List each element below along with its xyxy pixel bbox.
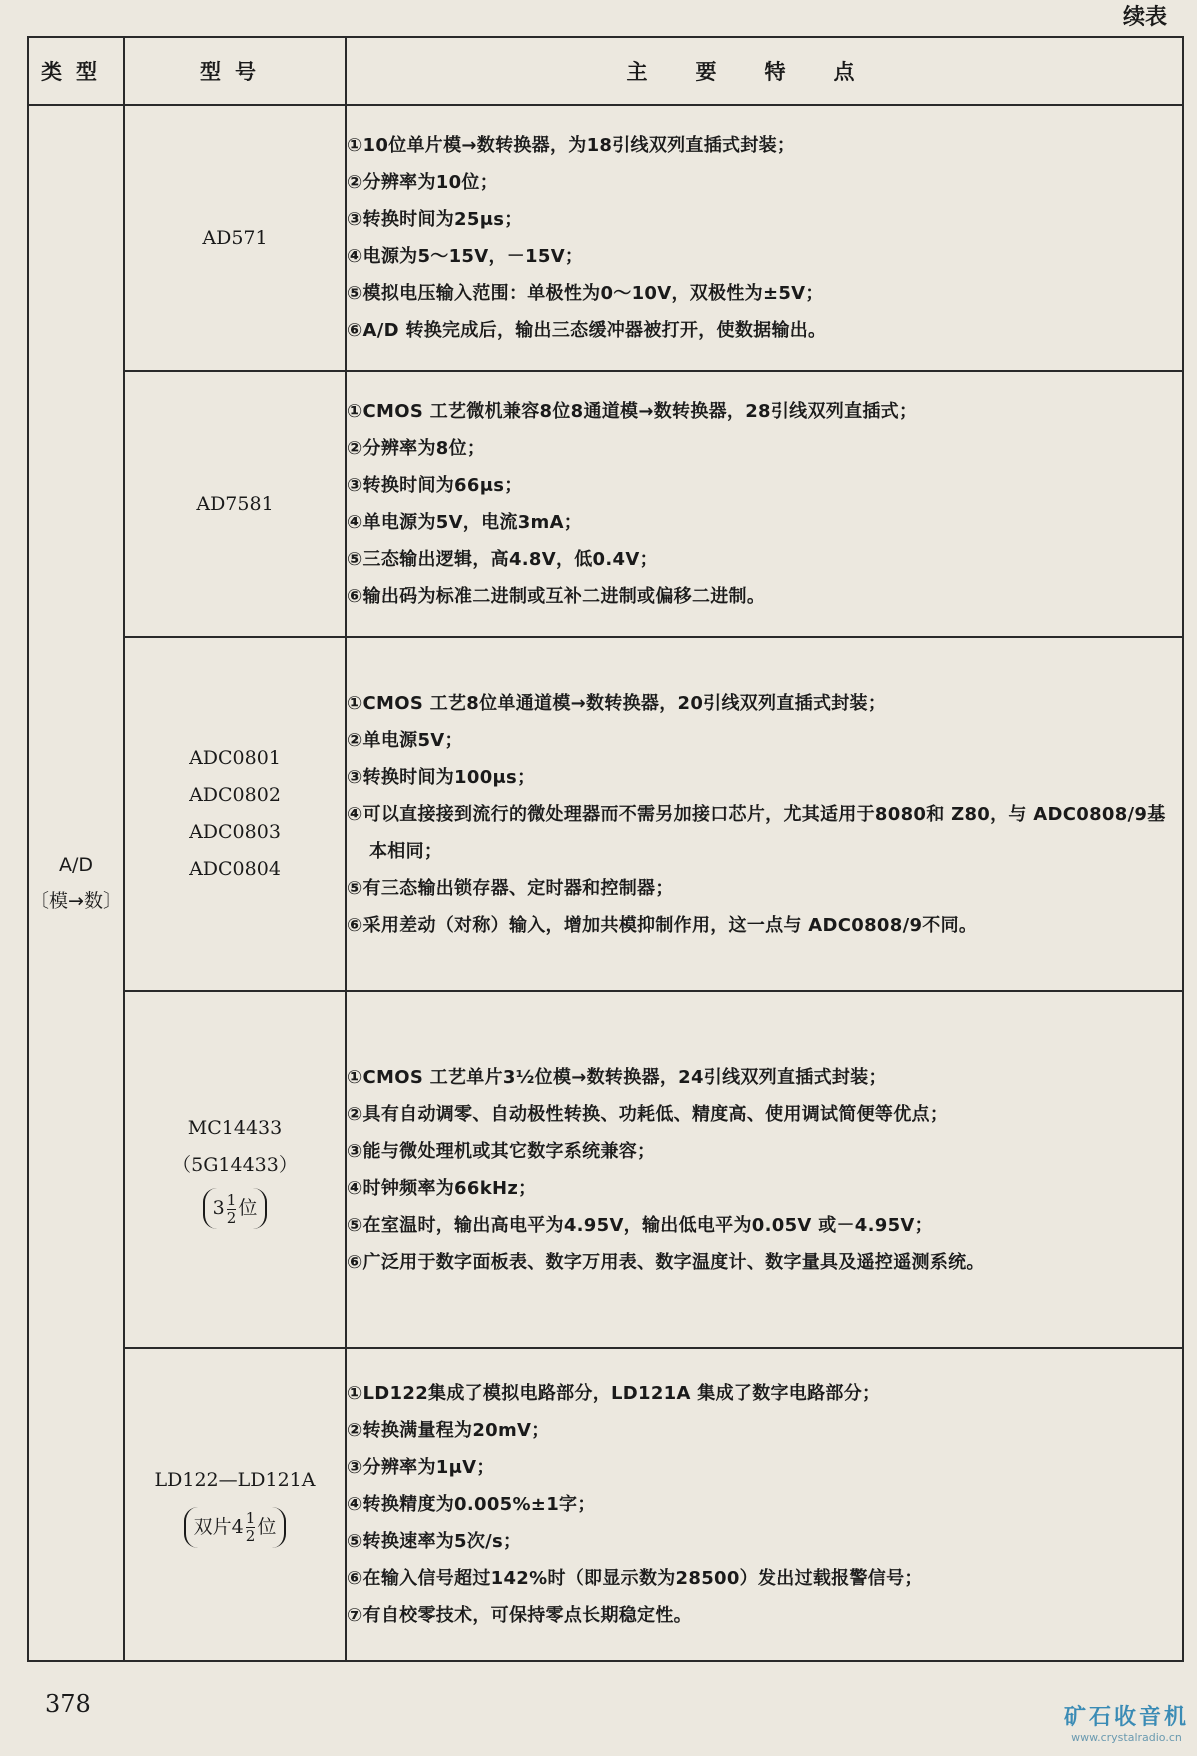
model-note bbox=[125, 1507, 345, 1548]
feature-item: ⑤转换速率为5次/s； bbox=[347, 1531, 522, 1552]
watermark-logo bbox=[1064, 1700, 1189, 1744]
feature-item: ③能与微处理机或其它数字系统兼容； bbox=[347, 1140, 656, 1162]
watermark-title: 矿石收音机 bbox=[1063, 1705, 1189, 1730]
fraction-denominator: 2 bbox=[226, 1208, 237, 1227]
fraction-denominator: 2 bbox=[245, 1527, 256, 1545]
feature-item: ②单电源5V； bbox=[347, 729, 463, 751]
watermark-url: www.crystalradio.cn bbox=[1071, 1731, 1182, 1744]
feature-item: ⑤三态输出逻辑，高4.8V，低0.4V； bbox=[347, 549, 658, 570]
model-name: ADC0801 bbox=[189, 747, 281, 769]
model-cell bbox=[124, 637, 346, 991]
feature-item: ③转换时间为66μs； bbox=[347, 475, 523, 496]
features-cell bbox=[346, 105, 1183, 371]
feature-item: ⑥采用差动（对称）输入，增加共模抑制作用，这一点与 ADC0808/9不同。 bbox=[347, 914, 978, 936]
feature-item: ⑤模拟电压输入范围：单极性为0～10V，双极性为±5V； bbox=[347, 283, 824, 304]
feature-item: ⑥输出码为标准二进制或互补二进制或偏移二进制。 bbox=[347, 586, 766, 607]
feature-item: ④转换精度为0.005%±1字； bbox=[347, 1494, 596, 1515]
feature-item: ③转换时间为25μs； bbox=[347, 209, 523, 230]
page-number: 378 bbox=[45, 1690, 91, 1718]
feature-item: ①10位单片模→数转换器，为18引线双列直插式封装； bbox=[347, 135, 796, 156]
model-cell bbox=[124, 991, 346, 1348]
digits-note bbox=[203, 1188, 268, 1229]
type-label-line2: 〔模→数〕 bbox=[30, 890, 122, 912]
feature-item: ④时钟频率为66kHz； bbox=[347, 1177, 537, 1199]
features-cell bbox=[346, 991, 1183, 1348]
feature-item: ②分辨率为8位； bbox=[347, 438, 486, 459]
note-suffix: 位 bbox=[238, 1197, 258, 1219]
feature-item: ②转换满量程为20mV； bbox=[347, 1420, 550, 1441]
digits-note bbox=[184, 1507, 287, 1548]
feature-item: ⑥广泛用于数字面板表、数字万用表、数字温度计、数字量具及遥控遥测系统。 bbox=[347, 1251, 985, 1273]
feature-item: ⑤有三态输出锁存器、定时器和控制器； bbox=[347, 877, 674, 899]
model-name: （5G14433） bbox=[172, 1154, 298, 1176]
feature-item: ①CMOS 工艺微机兼容8位8通道模→数转换器，28引线双列直插式； bbox=[347, 401, 918, 422]
feature-item: ②具有自动调零、自动极性转换、功耗低、精度高、使用调试简便等优点； bbox=[347, 1103, 949, 1125]
table-row bbox=[28, 371, 1183, 637]
feature-item: ②分辨率为10位； bbox=[347, 172, 498, 193]
feature-item: ③转换时间为100μs； bbox=[347, 766, 536, 788]
feature-item: ④电源为5～15V，－15V； bbox=[347, 246, 584, 267]
feature-item: ①CMOS 工艺8位单通道模→数转换器，20引线双列直插式封装； bbox=[347, 692, 887, 714]
features-cell bbox=[346, 1348, 1183, 1661]
table-row bbox=[28, 105, 1183, 371]
features-cell bbox=[346, 637, 1183, 991]
model-cell bbox=[124, 1348, 346, 1661]
fraction-numerator: 1 bbox=[226, 1190, 237, 1209]
continued-label: 续表 bbox=[1122, 5, 1167, 30]
feature-item: ⑥A/D 转换完成后，输出三态缓冲器被打开，使数据输出。 bbox=[347, 320, 827, 341]
table-row bbox=[28, 991, 1183, 1348]
model-name: ADC0803 bbox=[189, 821, 281, 843]
feature-item: ①CMOS 工艺单片3½位模→数转换器，24引线双列直插式封装； bbox=[347, 1066, 887, 1088]
model-name: LD122—LD121A bbox=[154, 1468, 316, 1491]
header-model: 型号 bbox=[124, 37, 346, 105]
note-suffix: 位 bbox=[257, 1515, 277, 1538]
feature-item: ⑤在室温时，输出高电平为4.95V，输出低电平为0.05V 或－4.95V； bbox=[347, 1214, 933, 1236]
feature-item: ⑦有自校零技术，可保持零点长期稳定性。 bbox=[347, 1605, 692, 1626]
model-cell bbox=[124, 105, 346, 371]
note-prefix: 双片4 bbox=[193, 1515, 244, 1538]
model-name: ADC0802 bbox=[189, 784, 281, 806]
feature-item: ④可以直接接到流行的微处理器而不需另加接口芯片，尤其适用于8080和 Z80，与 ADC0808/9基本相同； bbox=[347, 803, 1166, 862]
model-note bbox=[125, 1188, 345, 1229]
model-name: AD7581 bbox=[196, 492, 274, 515]
feature-item: ③分辨率为1μV； bbox=[347, 1457, 495, 1478]
type-label-line1: A/D bbox=[58, 854, 94, 876]
fraction bbox=[246, 1510, 256, 1545]
model-cell bbox=[124, 371, 346, 637]
type-cell bbox=[28, 105, 124, 1661]
model-name: AD571 bbox=[202, 226, 268, 249]
feature-item: ④单电源为5V，电流3mA； bbox=[347, 512, 583, 533]
model-name: MC14433 bbox=[187, 1117, 283, 1139]
fraction bbox=[227, 1192, 237, 1227]
header-type: 类型 bbox=[28, 37, 124, 105]
fraction-numerator: 1 bbox=[245, 1509, 256, 1527]
table-row bbox=[28, 637, 1183, 991]
header-row bbox=[28, 37, 1183, 105]
feature-item: ①LD122集成了模拟电路部分，LD121A 集成了数字电路部分； bbox=[347, 1383, 881, 1404]
specs-table bbox=[27, 36, 1184, 1662]
note-prefix: 3 bbox=[212, 1197, 225, 1219]
features-cell bbox=[346, 371, 1183, 637]
table-row bbox=[28, 1348, 1183, 1661]
header-features: 主要特点 bbox=[346, 37, 1183, 105]
model-name: ADC0804 bbox=[189, 858, 281, 880]
feature-item: ⑥在输入信号超过142%时（即显示数为28500）发出过载报警信号； bbox=[347, 1568, 923, 1589]
